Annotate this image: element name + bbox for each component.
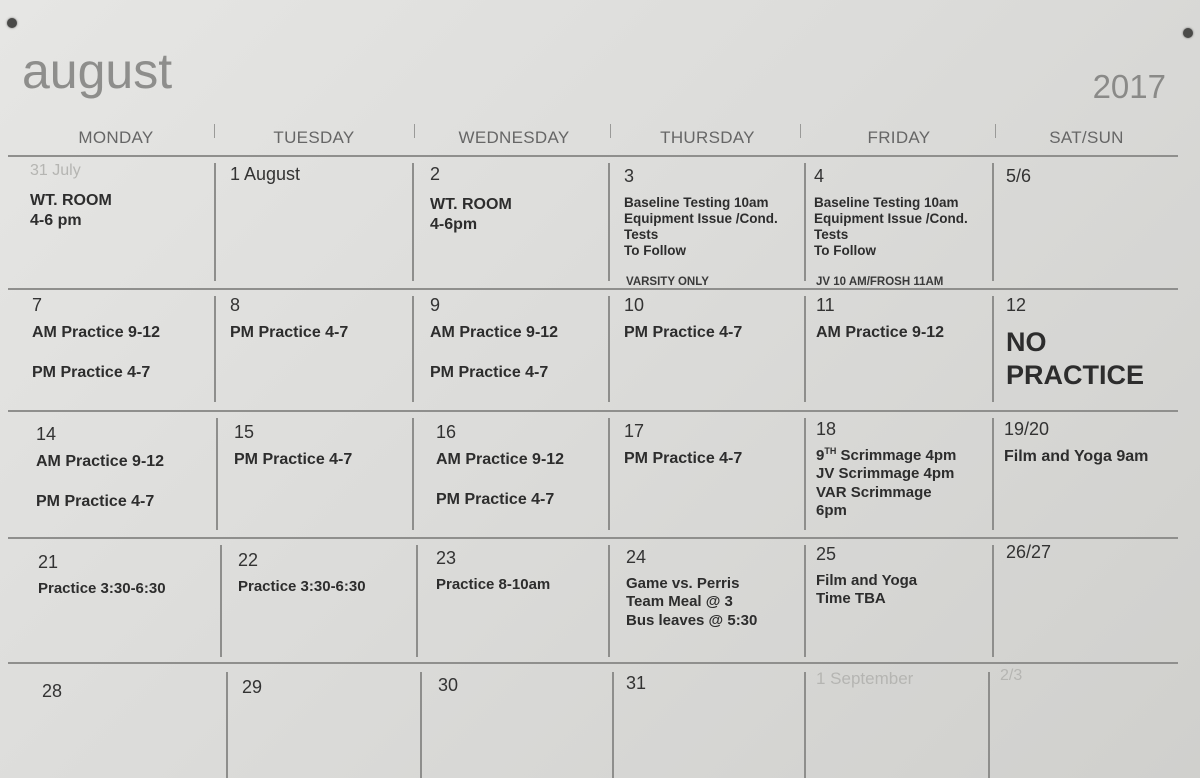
event: Practice 3:30-6:30	[238, 578, 366, 595]
event: To Follow	[624, 242, 686, 258]
day-number: 14	[36, 424, 57, 444]
event-part: 9	[816, 447, 825, 464]
day-cell-aug22	[238, 551, 413, 597]
day-number: 23	[436, 548, 457, 568]
column-divider	[220, 545, 222, 657]
column-divider	[608, 163, 610, 281]
column-divider	[992, 545, 994, 657]
event: AM Practice 9-12	[430, 324, 559, 341]
event: PM Practice 4-7	[624, 324, 743, 341]
day-number: 9	[430, 295, 441, 315]
column-divider	[804, 418, 806, 530]
day-cell-aug29	[242, 678, 417, 696]
day-cell-aug3	[624, 167, 802, 259]
event: Team Meal @ 3	[626, 593, 733, 611]
day-number: 10	[624, 295, 645, 315]
day-number: 31	[626, 673, 647, 693]
column-divider	[988, 672, 990, 778]
column-divider	[226, 672, 228, 778]
day-number: 4	[814, 166, 825, 186]
event: AM Practice 9-12	[36, 453, 165, 470]
event: AM Practice 9-12	[816, 324, 945, 341]
event: WT. ROOM	[30, 192, 112, 209]
event: Tests	[624, 226, 659, 242]
day-number: 7	[32, 295, 43, 315]
day-number: 12	[1006, 295, 1027, 315]
column-divider	[214, 296, 216, 402]
weekday-monday: MONDAY	[78, 128, 154, 147]
day-cell-aug14	[36, 425, 216, 512]
column-divider	[804, 545, 806, 657]
punch-hole-left	[7, 18, 17, 28]
day-number: 18	[816, 419, 837, 439]
day-cell-sep2-3	[1000, 668, 1165, 684]
day-cell-aug21	[38, 553, 218, 599]
column-divider	[416, 545, 418, 657]
no-practice-label: PRACTICE	[1006, 359, 1145, 390]
event: Film and Yoga 9am	[1004, 448, 1149, 465]
event-superscript: TH	[824, 446, 837, 456]
day-cell-aug15	[234, 423, 409, 470]
day-cell-aug5-6	[1006, 167, 1171, 185]
row-divider	[8, 288, 1178, 290]
year-title: 2017	[1092, 68, 1166, 105]
day-number: 25	[816, 544, 837, 564]
week-row-4	[8, 537, 1178, 667]
day-number: 24	[626, 547, 647, 567]
week-row-3	[8, 410, 1178, 540]
event: 6pm	[816, 501, 847, 519]
column-divider	[612, 672, 614, 778]
day-cell-aug26-27	[1006, 543, 1171, 561]
column-divider	[608, 296, 610, 402]
event: To Follow	[814, 242, 876, 258]
event: PM Practice 4-7	[36, 493, 155, 510]
day-number: 21	[38, 552, 59, 572]
day-number: 31 July	[30, 162, 81, 179]
row-divider	[8, 537, 1178, 539]
event: Baseline Testing 10am	[814, 195, 959, 210]
weekday-header	[18, 118, 1178, 154]
day-number: 5/6	[1006, 166, 1032, 186]
event: Practice 8-10am	[436, 576, 551, 593]
weekday-tuesday: TUESDAY	[273, 128, 355, 147]
day-number: 26/27	[1006, 542, 1052, 562]
event: AM Practice 9-12	[436, 451, 565, 468]
week-row-5	[8, 662, 1178, 778]
day-cell-sep1	[816, 670, 992, 687]
event: 4-6 pm	[30, 212, 82, 229]
week-row-2	[8, 288, 1178, 414]
event: Film and Yoga	[816, 572, 918, 589]
day-cell-aug28	[42, 682, 222, 700]
day-cell-aug19-20	[1004, 420, 1174, 467]
day-cell-aug16	[436, 423, 606, 510]
event: Baseline Testing 10am	[624, 195, 769, 210]
day-cell-aug4	[814, 167, 990, 259]
column-divider	[804, 296, 806, 402]
event: Bus leaves @ 5:30	[626, 611, 758, 629]
day-number: 1 September	[816, 669, 914, 688]
row-divider	[8, 155, 1178, 157]
weekday-wednesday: WEDNESDAY	[458, 128, 570, 147]
event: WT. ROOM	[430, 196, 512, 213]
day-number: 28	[42, 681, 63, 701]
day-cell-aug1	[230, 165, 410, 183]
event: Equipment Issue /Cond.	[814, 210, 968, 226]
event: Tests	[814, 226, 849, 242]
day-number: 8	[230, 295, 241, 315]
column-divider	[216, 418, 218, 530]
column-divider	[804, 672, 806, 778]
day-number: 22	[238, 550, 259, 570]
day-cell-aug11	[816, 296, 992, 343]
day-number: 2/3	[1000, 667, 1023, 684]
column-divider	[992, 163, 994, 281]
event: PM Practice 4-7	[234, 451, 353, 468]
punch-hole-right	[1183, 28, 1193, 38]
column-divider	[608, 418, 610, 530]
column-divider	[412, 163, 414, 281]
column-divider	[992, 296, 994, 402]
column-divider	[992, 418, 994, 530]
row-divider	[8, 662, 1178, 664]
day-cell-aug24	[626, 548, 804, 630]
weekday-thursday: THURSDAY	[660, 128, 755, 147]
day-cell-aug10	[624, 296, 802, 343]
day-cell-aug18	[816, 420, 992, 520]
jv-frosh-note: JV 10 AM/FROSH 11AM	[816, 276, 944, 288]
column-divider	[420, 672, 422, 778]
day-number: 11	[816, 295, 835, 315]
event: PM Practice 4-7	[230, 324, 349, 341]
event-part: Scrimmage 4pm	[836, 447, 957, 464]
event: AM Practice 9-12	[32, 324, 161, 341]
day-number: 17	[624, 421, 645, 441]
event: Time TBA	[816, 590, 886, 608]
event: PM Practice 4-7	[32, 364, 151, 381]
event: Equipment Issue /Cond.	[624, 210, 778, 226]
weekday-friday: FRIDAY	[867, 128, 931, 147]
event: Practice 3:30-6:30	[38, 580, 166, 597]
event: 4-6pm	[430, 216, 478, 233]
day-number: 30	[438, 675, 459, 695]
day-cell-jul31	[30, 163, 210, 231]
day-cell-aug17	[624, 422, 802, 469]
column-divider	[412, 418, 414, 530]
day-cell-aug25	[816, 545, 992, 609]
day-cell-aug8	[230, 296, 410, 343]
event: PM Practice 4-7	[624, 450, 743, 467]
day-number: 3	[624, 166, 635, 186]
day-number: 16	[436, 422, 457, 442]
column-divider	[412, 296, 414, 402]
varsity-only-note: VARSITY ONLY	[626, 276, 709, 288]
event: Game vs. Perris	[626, 575, 740, 592]
day-cell-aug30	[438, 676, 608, 694]
month-title: august	[22, 43, 173, 99]
column-divider	[804, 163, 806, 281]
event: VAR Scrimmage	[816, 483, 932, 501]
column-divider	[608, 545, 610, 657]
day-cell-aug12	[1006, 296, 1171, 392]
day-number: 2	[430, 164, 441, 184]
no-practice-label: NO	[1006, 327, 1047, 357]
day-cell-aug2	[430, 165, 605, 235]
row-divider	[8, 410, 1178, 412]
day-number: 29	[242, 677, 263, 697]
day-number: 19/20	[1004, 419, 1050, 439]
day-number: 1 August	[230, 164, 301, 184]
week-row-1	[8, 155, 1178, 290]
event: PM Practice 4-7	[436, 491, 555, 508]
column-divider	[214, 163, 216, 281]
day-cell-aug31	[626, 674, 804, 692]
day-cell-aug23	[436, 549, 606, 595]
weekday-satsun: SAT/SUN	[1049, 128, 1124, 147]
event: JV Scrimmage 4pm	[816, 465, 955, 483]
day-cell-aug7	[32, 296, 212, 383]
event: PM Practice 4-7	[430, 364, 549, 381]
day-cell-aug9	[430, 296, 605, 383]
event	[816, 446, 992, 465]
day-number: 15	[234, 422, 255, 442]
